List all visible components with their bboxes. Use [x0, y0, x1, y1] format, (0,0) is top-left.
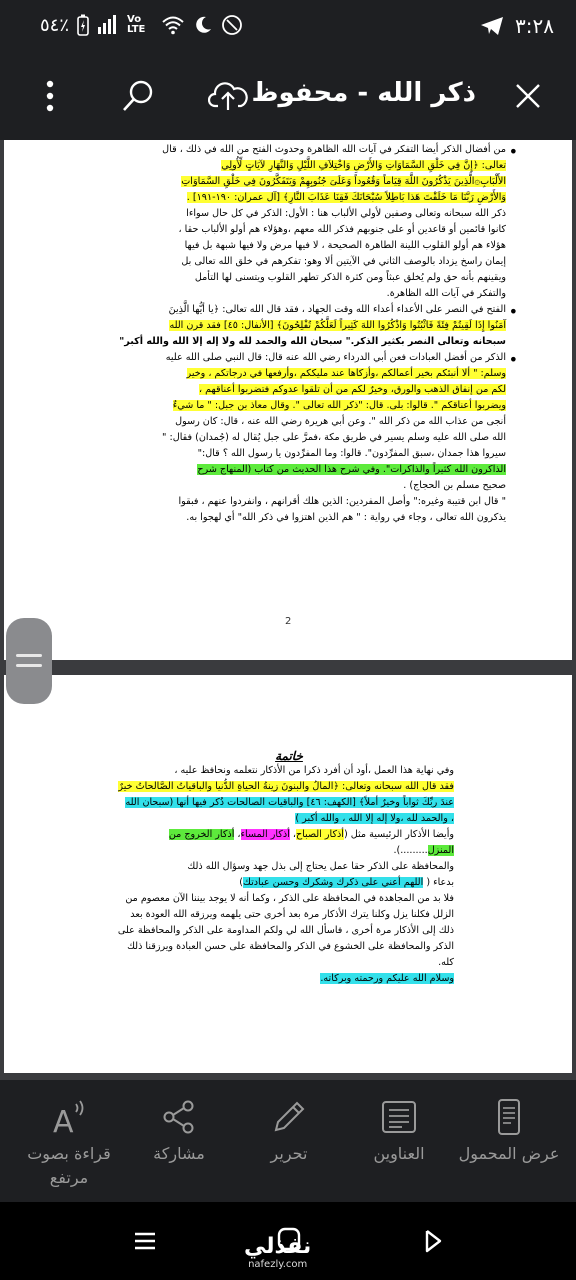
battery-percent: ٥٤٪ [40, 14, 70, 36]
wifi-icon [161, 15, 185, 35]
text-line [92, 795, 454, 811]
text-line [92, 779, 454, 795]
highlighted-text: أذكار الصباح [295, 829, 344, 840]
text-segment: ، [234, 829, 241, 840]
alarm-icon [221, 14, 243, 36]
text-line [66, 174, 506, 190]
highlighted-text: آمَنُوا إِذَا لَقِيتُمْ فِئَةً فَاثْبُتُوا وَاذْكُرُوا اللهَ كَثِيراً لَعَلَّكُمْ تُفْلِحُونَ﴾ [الأنفال: ٤٥] فقد قرن الله [169, 320, 506, 331]
highlighted-text: عندَ ربِّكَ ثواباً وخيرٌ أملاً﴾ [الكهف: ٤٦] والباقيات الصالحات ذُكر فيها أنها (سبحان الله [125, 797, 454, 808]
more-options-button[interactable] [28, 74, 72, 118]
tool-label: قراءة بصوت مرتفع [27, 1144, 111, 1187]
text-line [66, 190, 506, 206]
bullet-paragraph-3 [66, 350, 506, 526]
document-toolbar [0, 52, 576, 140]
text-segment: وأيضا الأذكار الرئيسية مثل ( [343, 829, 454, 840]
scroll-handle[interactable] [6, 618, 52, 704]
text-line: إيمان راسخ يزداد بالوصف الثاني في الآيتين ألا وهو: تفكرهم في خلق الله تعالى بل [181, 256, 506, 267]
text-line: هؤلاء هم أولو القلوب اللينة الطاهرة الصحيحة ، لا فيها مرض ولا فيها شبهة بل فيها [184, 240, 506, 251]
text-line [66, 158, 506, 174]
text-line: والمحافظة على الذكر حقا عمل يحتاج إلى بذل جهد وسؤال الله ذلك [187, 861, 454, 872]
edit-button[interactable] [234, 1098, 344, 1166]
watermark-url: nafezly.com [248, 1259, 308, 1270]
mobile-view-button[interactable] [454, 1098, 564, 1166]
cloud-upload-icon [208, 80, 248, 112]
text-line: الذكر والمحافظة على الخشوع في الذكر والمحافظة على حسن العبادة ويرزقنا ذلك [127, 941, 454, 952]
highlighted-text: فقد قال الله سبحانه وتعالى: ﴿المالُ والبنونَ زينةُ الحياةِ الدُّنيا والباقياتُ الصَّالحاتُ خيرٌ [118, 781, 454, 792]
text-line: ذلك إلى الأذكار مرة أخرى ، فاسأل الله لي ولكم المداومة على الذكر والمحافظة على [117, 925, 454, 936]
text-segment: ، [289, 829, 296, 840]
telegram-icon [480, 16, 504, 36]
text-line [66, 318, 506, 334]
battery-icon [77, 14, 89, 36]
text-segment: بدعاء ( [423, 877, 454, 888]
text-line: " قال ابن قتيبة وغيره:" وأصل المفردين: الذين هلك أقرانهم ، وانفردوا عنهم ، فبقوا [178, 496, 506, 507]
document-viewer[interactable] [0, 140, 576, 1080]
text-segment: ) [239, 877, 244, 888]
text-line: أنجى من عذاب الله من ذكر الله ". وعن أبي هريرة رضي الله عنه ، قال: كان رسول [175, 416, 506, 427]
page2-body [92, 763, 454, 987]
highlighted-text: المنزل [427, 845, 454, 856]
text-line [66, 510, 506, 526]
text-line: الزلل فكلنا يزل وكلنا يترك الأذكار مرة بعد أخرى حتى يلهمه ويرزقه الله العودة بعد [130, 909, 454, 920]
signal-icon [97, 15, 119, 35]
close-button[interactable] [506, 74, 550, 118]
cloud-upload-button[interactable] [206, 74, 250, 118]
text-line: الله صلى الله عليه وسلم يسير في طريق مكة ،فمرَّ على جبل يُقال له (جُمدان) فقال: " [162, 432, 506, 443]
document-title: ذكر الله - محفوظ [251, 78, 476, 108]
conclusion-heading: خاتمة [275, 749, 303, 763]
recents-icon [130, 1226, 160, 1256]
text-line: ذكر الله سبحانه وتعالى وصفين لأولي الألباب هنا : الأول: الذكر في كل حال سواءا [186, 208, 506, 219]
highlighted-text: أذكار الخروج من [168, 829, 235, 840]
page-number: 2 [285, 616, 292, 627]
recents-button[interactable] [130, 1226, 160, 1256]
text-line: ويقينهم بأنه حق ولم يُخلق عبثاً ومن كثرة الذكر تطهر القلوب ويتسنى لها التأمل [194, 272, 506, 283]
text-line [92, 827, 454, 843]
text-line [92, 843, 454, 859]
highlighted-text: وسلام الله عليكم ورحمته وبركاته. [320, 973, 454, 984]
text-line: وفي نهاية هذا العمل ،أود أن أفرد ذكرا من الأذكار نتعلمه ونحافظ عليه ، [174, 765, 454, 776]
tool-label: مشاركة [153, 1144, 205, 1163]
nafezly-watermark [244, 1235, 311, 1270]
highlighted-text: وَالأَرْضِ رَبَّنَا مَا خَلَقْتَ هَذا بَاطِلاً سُبْحَانَكَ فَقِنَا عَذَابَ النَّارِ﴾ [آل عمران: ١٩٠-١٩١] . [186, 192, 506, 203]
text-line: • من أفضال الذكر أيضا التفكر في آيات الله الظاهرة وحدوث الفتح من الله في ذلك ، قال [162, 144, 506, 155]
status-icons [40, 14, 243, 36]
text-line [66, 462, 506, 478]
highlighted-text: أذكار المساء [240, 829, 290, 840]
highlighted-text: الذاكرون الله كثيراً والذاكرات". وفي شرح هذا الحديث من كتاب (المنهاج شرح [197, 464, 506, 475]
text-line: • الذكر من أفضل العبادات فعن أبي الدرداء رضي الله عنه قال: قال النبي صلى الله عليه [165, 352, 506, 363]
back-icon [418, 1226, 448, 1256]
text-line: فلا بد من المجاهدة في المحافظة على الذكر ، وكما أنه لا يوجد بيننا الآن معصوم من [125, 893, 454, 904]
text-line [66, 366, 506, 382]
text-line [66, 382, 506, 398]
grip-line [16, 664, 42, 667]
tool-label: العناوين [373, 1144, 425, 1163]
grip-line [16, 654, 42, 657]
back-button[interactable] [418, 1226, 448, 1256]
tool-label: عرض المحمول [458, 1144, 560, 1163]
highlighted-text: الأَلْبَابِ۞الَّذِينَ يَذْكُرُونَ اللَّهَ قِيَاماً وَقُعُوداً وَعَلَىَ جُنُوبِهِمْ وَيَتَفَكَّرُونَ فِي خَلْقِ السَّمَاوَاتِ [181, 176, 506, 187]
watermark-logo: نفذلي [244, 1234, 312, 1259]
text-line [92, 811, 454, 827]
status-bar [0, 0, 576, 52]
bottom-toolbar [0, 1080, 576, 1202]
close-icon [514, 82, 542, 110]
svg-text:A: A [53, 1105, 74, 1136]
status-time: ٣:٢٨ [515, 14, 554, 38]
highlighted-text: لكم من إنفاق الذهب والورق، وخيرٌ لكم من أن تلقوا عدوكم فتضربوا أعناقهم ، [199, 384, 506, 395]
share-icon [160, 1098, 198, 1136]
text-line: سبحانه وتعالى النصر بكثير الذكر." سبحان الله والحمد لله ولا إله إلا الله والله أكبر" [119, 336, 506, 347]
text-line [92, 875, 454, 891]
more-vert-icon [45, 80, 55, 112]
text-segment: .........). [393, 845, 428, 856]
search-icon [120, 78, 156, 114]
text-line [92, 971, 454, 987]
bullet-paragraph-2 [66, 302, 506, 350]
highlighted-text: ويضربوا أعناقكم ". قالوا: بلى. قال: "ذكر الله تعالى ". وقال معاذ بن جبل: " ما شيءٌ [172, 400, 506, 411]
highlighted-text: تعالى: ﴿إِنَّ فِي خَلْقِ السَّمَاوَاتِ وَالأَرْضِ وَاخْتِلاَفِ اللَّيْلِ وَالنَّهَارِ لآيَاتٍ لِّأُولِي [221, 160, 506, 171]
read-aloud-icon [49, 1098, 89, 1136]
highlighted-text: وسلم: " ألا أنبئكم بخير أعمالكم ،وأزكاها عند مليككم ،وأرفعها في درجاتكم ، وخير [186, 368, 506, 379]
text-line: والتفكر في آيات الله الظاهرة. [386, 288, 506, 299]
highlighted-text: ، والحمد لله ،ولا إله إلا الله ، والله أكبر ) [295, 813, 454, 824]
headings-button[interactable] [344, 1098, 454, 1166]
text-line: سيروا هذا جمدان ،سبق المفرِّدون". قالوا: وما المفرِّدون يا رسول الله ؟ قال:" [197, 448, 506, 459]
text-line: صحيح مسلم بن الحجاج) . [403, 480, 506, 491]
pencil-icon [270, 1098, 308, 1136]
tool-label: تحرير [270, 1144, 308, 1163]
highlighted-text: اللهم أعني على ذكرك وشكرك وحسن عبادتك [243, 877, 424, 888]
network-label: Vo LTE [127, 14, 146, 35]
highlighted-text: يذكرون الله تعالى ، وجاء في رواية : " هم الذين اهتزوا في ذكر الله" أي لهجوا به. [186, 512, 506, 523]
search-button[interactable] [116, 74, 160, 118]
page1-body [66, 142, 506, 526]
share-button[interactable] [124, 1098, 234, 1166]
text-line: • الفتح في النصر على الأعداء أعداء الله وقت الجهاد ، فقد قال الله تعالى: ﴿يا أيُّها الَّذِينَ [168, 304, 506, 315]
text-line: كانوا قائمين أو قاعدين أو على جنوبهم فذكر الله معهم ،وهؤلاء هم أولو الألباب حقا ، [178, 224, 506, 235]
text-line [66, 398, 506, 414]
document-page-1 [4, 140, 572, 660]
headings-icon [380, 1098, 418, 1136]
text-line: كله. [438, 957, 454, 968]
bullet-paragraph-1 [66, 142, 506, 302]
moon-icon [193, 15, 213, 35]
phone-icon [495, 1098, 523, 1136]
read-aloud-button[interactable] [14, 1098, 124, 1190]
document-page-2 [4, 675, 572, 1073]
